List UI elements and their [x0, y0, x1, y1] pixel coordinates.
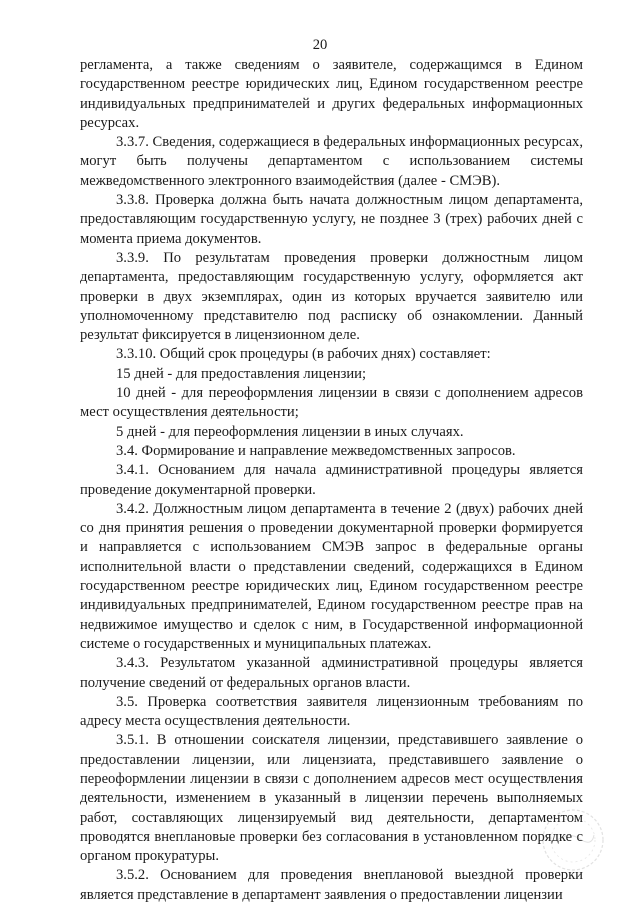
paragraph-3-4-2: 3.4.2. Должностным лицом департамента в течение 2 (двух) рабочих дней со дня принятия решения о проведении документарной проверки формируется и направляется с использованием СМЭВ запрос в федеральные органы исполнительной власти о представлении сведений, содержащихся в Едином государственном реестре юридических лиц, Едином государственном реестре индивидуальных предпринимателей, Едином государственном реестре прав на недвижимое имущество и сделок с ним, в Государственной информационной системе о государственных и муниципальных платежах.	[80, 500, 583, 652]
term-item-15-days: 15 дней - для предоставления лицензии;	[116, 365, 367, 382]
section-heading-3-4: 3.4. Формирование и направление межведомственных запросов.	[116, 442, 516, 459]
term-item-5-days: 5 дней - для переоформления лицензии в иных случаях.	[116, 423, 464, 440]
paragraph-3-4-3: 3.4.3. Результатом указанной административной процедуры является получение сведений от федеральных органов власти.	[80, 655, 583, 691]
paragraph-3-4-1: 3.4.1. Основанием для начала административной процедуры является проведение документарной проверки.	[80, 462, 583, 498]
term-item-10-days: 10 дней - для переоформления лицензии в связи с дополнением адресов мест осуществления деятельности;	[80, 385, 583, 421]
paragraph-3-3-7: 3.3.7. Сведения, содержащиеся в федеральных информационных ресурсах, могут быть получены департаментом с использованием системы межведомственного электронного взаимодействия (далее - СМЭВ).	[80, 134, 583, 189]
paragraph-3-5-1: 3.5.1. В отношении соискателя лицензии, представившего заявление о предоставлении лицензии, или лицензиата, представившего заявление о переоформлении лицензии в связи с дополнением адресов мест осуществления деятельности, изменением в указанный в лицензии перечень выполняемых работ, составляющих лицензируемый вид деятельности, департаментом проводятся внеплановые проверки без согласования в установленном порядке с органом прокуратуры.	[80, 732, 583, 865]
section-heading-3-5: 3.5. Проверка соответствия заявителя лицензионным требованиям по адресу места осуществления деятельности.	[80, 693, 583, 730]
page-number: 20	[312, 37, 328, 53]
paragraph-3-3-9: 3.3.9. По результатам проведения проверки должностным лицом департамента, предоставляющим государственную услугу, оформляется акт проверки в двух экземплярах, один из которых вручается заявителю или уполномоченному представителю под расписку об ознакомлении. Данный результат фиксируется в лицензионном деле.	[80, 249, 583, 344]
faint-stamp-icon	[538, 805, 608, 875]
paragraph-3-5-2: 3.5.2. Основанием для проведения внеплановой выездной проверки является представление в департамент заявления о предоставлении лицензии	[80, 867, 583, 903]
paragraph-continuation: регламента, а также сведениям о заявителе, содержащимся в Едином государственном реестре юридических лиц, Едином государственном реестре индивидуальных предпринимателей и других федеральных информационных ресурсах.	[80, 57, 583, 131]
paragraph-3-3-10: 3.3.10. Общий срок процедуры (в рабочих днях) составляет:	[116, 346, 491, 363]
document-body	[80, 56, 583, 905]
paragraph-3-3-8: 3.3.8. Проверка должна быть начата должностным лицом департамента, предоставляющим государственную услугу, не позднее 3 (трех) рабочих дней с момента приема документов.	[80, 192, 583, 247]
